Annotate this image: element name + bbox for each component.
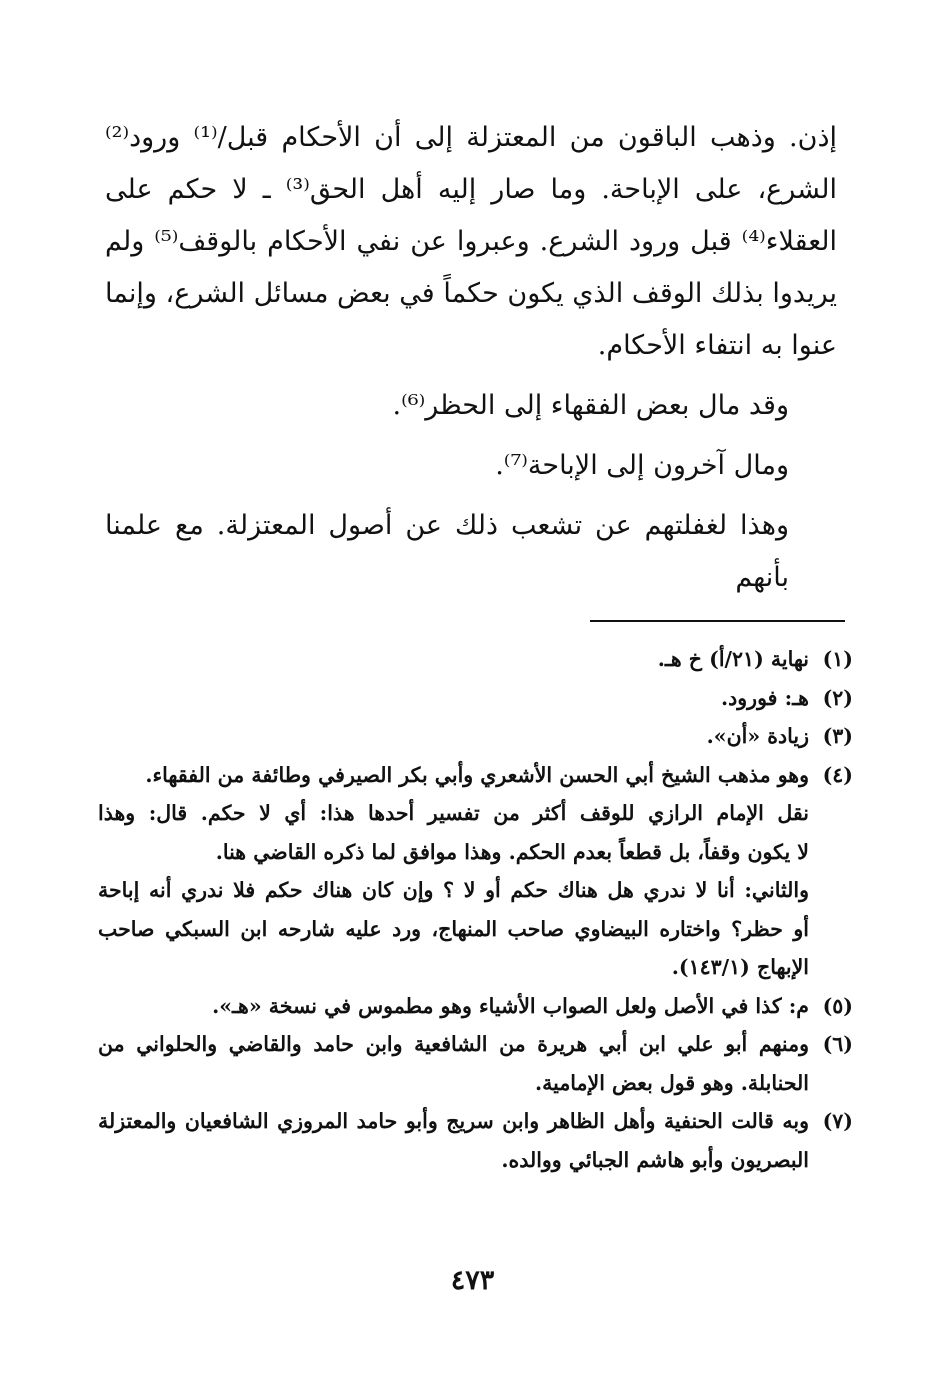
footnote-line: نهاية (٢١/أ) خ هـ.: [657, 647, 809, 671]
footnote-text: [98, 1102, 809, 1179]
footnote-line: وبه قالت الحنفية وأهل الظاهر وابن سريج وأبو حامد المروزي الشافعيان والمعتزلة: [98, 1109, 809, 1133]
footnote-line: وهو مذهب الشيخ أبي الحسن الأشعري وأبي بكر الصيرفي وطائفة من الفقهاء.: [145, 762, 809, 787]
footnote: [98, 987, 853, 1026]
footnote-text: [98, 717, 809, 756]
footnote-line: م: كذا في الأصل ولعل الصواب الأشياء وهو مطموس في نسخة «هـ».: [212, 993, 809, 1018]
main-text-line: العقلاء⁽⁴⁾ قبل ورود الشرع. وعبروا عن نفي الأحكام بالوقف⁽⁵⁾ ولم: [105, 226, 837, 257]
page-number: ٤٧٣: [450, 1265, 495, 1296]
footnote-line: لا يكون وقفاً، بل قطعاً بعدم الحكم. وهذا موافق لما ذكره القاضي هنا.: [215, 839, 809, 864]
paragraph: ومال آخرون إلى الإباحة⁽⁷⁾.: [495, 450, 789, 481]
paragraph: وقد مال بعض الفقهاء إلى الحظر⁽⁶⁾.: [392, 390, 789, 421]
main-text-line: الشرع، على الإباحة. وما صار إليه أهل الحق⁽³⁾ ـ لا حكم على: [105, 174, 837, 205]
footnote-separator: [590, 620, 845, 622]
footnote-number: (٢): [822, 685, 853, 710]
footnote-line: ومنهم أبو علي ابن أبي هريرة من الشافعية وابن حامد والقاضي والحلواني من: [98, 1032, 809, 1056]
footnote: [98, 717, 853, 756]
footnote-text: [98, 987, 809, 1026]
footnote: [98, 1025, 853, 1102]
footnote-line: هـ: فورود.: [721, 685, 809, 710]
footnote: [98, 1102, 853, 1179]
footnote: [98, 756, 853, 987]
footnote-number: (٧): [822, 1109, 853, 1133]
footnote-number: (٤): [822, 762, 853, 787]
footnote-number: (٥): [822, 993, 853, 1018]
footnote-number: (٦): [822, 1032, 853, 1056]
main-text-line: عنوا به انتفاء الأحكام.: [597, 330, 837, 361]
footnotes: [98, 640, 853, 1179]
footnote-line: البصريون وأبو هاشم الجبائي ووالده.: [501, 1147, 809, 1172]
footnote-line: نقل الإمام الرازي للوقف أكثر من تفسير أحدها هذا: أي لا حكم. قال: وهذا: [98, 801, 809, 825]
footnote-text: [98, 756, 809, 987]
footnote-line: زيادة «أن».: [706, 724, 809, 748]
main-text-line: إذن. وذهب الباقون من المعتزلة إلى أن الأحكام قبل/⁽¹⁾ ورود⁽²⁾: [105, 122, 837, 153]
footnote-number: (٣): [822, 724, 853, 748]
footnote-line: والثاني: أنا لا ندري هل هناك حكم أو لا ؟ وإن كان هناك حكم فلا ندري أنه إباحة: [98, 878, 809, 902]
footnote-number: (١): [822, 647, 853, 671]
footnote-line: الحنابلة. وهو قول بعض الإمامية.: [535, 1070, 809, 1095]
footnote: [98, 640, 853, 679]
footnote-text: [98, 1025, 809, 1102]
main-text: [105, 112, 837, 604]
footnote-line: الإبهاج (١٤٣/١).: [671, 955, 809, 979]
footnote: [98, 679, 853, 718]
main-text-line: يريدوا بذلك الوقف الذي يكون حكماً في بعض مسائل الشرع، وإنما: [105, 278, 837, 309]
footnote-text: [98, 679, 809, 718]
paragraph: وهذا لغفلتهم عن تشعب ذلك عن أصول المعتزلة. مع علمنا بأنهم: [105, 510, 789, 593]
footnote-text: [98, 640, 809, 679]
footnote-line: أو حظر؟ واختاره البيضاوي صاحب المنهاج، ورد عليه شارحه ابن السبكي صاحب: [98, 916, 809, 941]
